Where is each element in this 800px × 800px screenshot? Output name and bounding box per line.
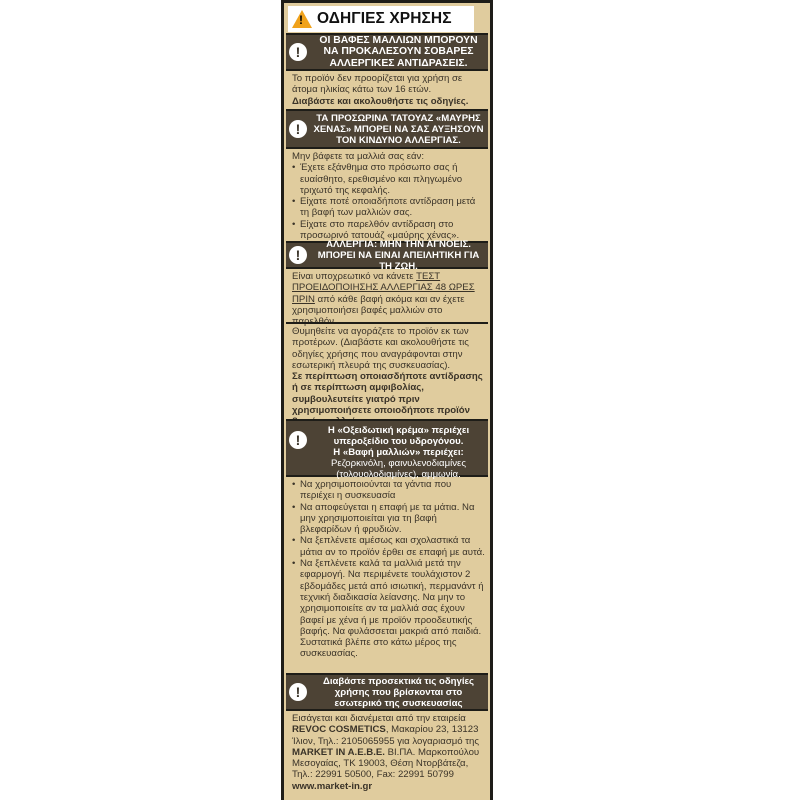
- warning-text: ΤΑ ΠΡΟΣΩΡΙΝΑ ΤΑΤΟΥΑΖ «ΜΑΥΡΗΣ ΧΕΝΑΣ» ΜΠΟΡΕΙ ΝΑ ΣΑΣ ΑΥΞΗΣΟΥΝ ΤΟΝ ΚΙΝΔΥΝΟ ΑΛΛΕΡΓΙΑΣ.: [313, 112, 484, 146]
- list-item: • Είχατε ποτέ οποιαδήποτε αντίδραση μετά τη βαφή των μαλλιών σας.: [292, 196, 485, 219]
- exclamation-icon: !: [289, 431, 307, 449]
- remember-text: Θυμηθείτε να αγοράζετε το προϊόν εκ των προτέρων. (Διαβάστε και ακολουθήστε τις οδηγίες χρήσης που αναγράφονται στην εσωτερική πλευρά της συσκευασίας).: [292, 326, 469, 371]
- do-not-dye-section: [286, 149, 488, 241]
- do-not-dye-intro: Μην βάφετε τα μαλλιά σας εάν:: [292, 151, 425, 162]
- instructions-panel: [281, 0, 493, 800]
- exclamation-icon: !: [289, 120, 307, 138]
- warning-text: Διαβάστε προσεκτικά τις οδηγίες χρήσης που βρίσκονται στο εσωτερικό της συσκευασίας: [322, 675, 475, 709]
- list-item: • Να ξεπλένετε καλά τα μαλλιά μετά την εφαρμογή. Να περιμένετε τουλάχιστον 2 εβδομάδες μετά από ισιωτική, περμανάντ ή τεχνική διαδικασία λείανσης. Να μην το χρησιμοποιείτε αν τα μαλλιά σας έχουν βαφεί με χένα ή με προϊόν προοδευτικής βαφής. Να φυλάσσεται μακριά από παιδιά. Συστατικά βλέπε στο κάτω μέρος της συσκευασίας.: [292, 558, 485, 660]
- ingredients-text: Ρεζορκινόλη, φαινυλενοδιαμίνες (τολουολοδιαμίνες), αμμωνία.: [331, 458, 466, 480]
- warning-read-instructions: [286, 673, 488, 711]
- age-text: Το προϊόν δεν προορίζεται για χρήση σε άτομα ηλικίας κάτω των 16 ετών.: [292, 73, 463, 96]
- warning-allergy-life-threatening: [286, 238, 488, 272]
- list-item: • Είχατε στο παρελθόν αντίδραση στο προσωρινό τατουάζ «μαύρης χένας».: [292, 219, 485, 242]
- warning-hair-dye-allergy: [286, 33, 488, 71]
- age-section: [286, 71, 488, 109]
- reaction-advice-text: Σε περίπτωση οποιασδήποτε αντίδρασης ή σε περίπτωση αμφιβολίας, συμβουλευτείτε γιατρό πριν χρησιμοποιήσετε οποιοδήποτε προϊόν: [292, 371, 483, 417]
- top-border: [284, 0, 490, 3]
- exclamation-icon: !: [289, 683, 307, 701]
- exclamation-icon: !: [289, 246, 307, 264]
- hair-dye-contains-text: Η «Βαφή μαλλιών» περιέχει:: [333, 447, 464, 458]
- allergy-test-section: [286, 269, 488, 324]
- importer-section: [286, 711, 488, 800]
- allergy-test-text: Είναι υποχρεωτικό να κάνετε ΤΕΣΤ ΠΡΟΕΙΔΟΠΟΙΗΣΗΣ ΑΛΛΕΡΓΙΑΣ 48 ΩΡΕΣ ΠΡΙΝ από κάθε βαφή ακόμα και αν έχετε χρησιμοποιήσει βαφές μαλλιών στο: [292, 271, 475, 316]
- warning-text: ΑΛΛΕΡΓΙΑ: ΜΗΝ ΤΗΝ ΑΓΝΟΕΙΣ. ΜΠΟΡΕΙ ΝΑ ΕΙΝΑΙ ΑΠΕΙΛΗΤΙΚΗ ΓΙΑ ΤΗ ΖΩΗ.: [317, 238, 480, 272]
- warning-triangle-icon: !: [292, 10, 312, 28]
- remember-section: [286, 324, 488, 420]
- market-name: MARKET IN A.E.B.E.: [292, 746, 385, 758]
- usage-instructions-section: [286, 477, 488, 674]
- importer-name: REVOC COSMETICS: [292, 724, 386, 736]
- warning-henna-tattoo: [286, 109, 488, 149]
- list-item: • Έχετε εξάνθημα στο πρόσωπο σας ή ευαίσθητο, ερεθισμένο και πληγωμένο τριχωτό της κεφαλής.: [292, 162, 485, 196]
- exclamation-icon: !: [289, 43, 307, 61]
- list-item: • Να αποφεύγεται η επαφή με τα μάτια. Να μην χρησιμοποιείται για τη βαφή βλεφαρίδων ή φρυδιών.: [292, 502, 485, 536]
- website-text: www.market-in.gr: [292, 780, 373, 792]
- page-title: ΟΔΗΓΙΕΣ ΧΡΗΣΗΣ: [317, 10, 452, 27]
- allergy-test-emphasis: ΤΕΣΤ ΠΡΟΕΙΔΟΠΟΙΗΣΗΣ ΑΛΛΕΡΓΙΑΣ 48 ΩΡΕΣ ΠΡΙΝ: [292, 271, 475, 305]
- list-item: • Να ξεπλένετε αμέσως και σχολαστικά τα μάτια αν το προϊόν έρθει σε επαφή με αυτά.: [292, 535, 485, 558]
- read-follow-text: Διαβάστε και ακολουθήστε τις οδηγίες.: [292, 95, 469, 107]
- title-bar: [288, 6, 474, 32]
- importer-text: Εισάγεται και διανέμεται από την εταιρεία REVOC COSMETICS, Μακαρίου 23, 13123 Ίλιον, Τηλ.: 2105065955 για λογαριασμό της MARKET IN A.E.B.E. ΒΙ.ΠΑ. Μαρκοπούλου Μεσογαίας, ΤΚ 19003, Θέση Ντορβάτεζα, Τηλ.: 22991 50500, Fax: 22991 50799: [292, 713, 480, 781]
- oxidizing-cream-text: Η «Οξειδωτική κρέμα» περιέχει υπεροξείδιο του υδρογόνου.: [327, 425, 470, 447]
- warning-ingredients: [286, 419, 488, 480]
- list-item: • Να χρησιμοποιούνται τα γάντια που περιέχει η συσκευασία: [292, 479, 485, 502]
- do-not-dye-list: [292, 162, 485, 241]
- warning-text: ΟΙ ΒΑΦΕΣ ΜΑΛΛΙΩΝ ΜΠΟΡΟΥΝ ΝΑ ΠΡΟΚΑΛΕΣΟΥΝ ΣΟΒΑΡΕΣ ΑΛΛΕΡΓΙΚΕΣ ΑΝΤΙΔΡΑΣΕΙΣ.: [319, 34, 478, 69]
- usage-instructions-list: [292, 479, 485, 660]
